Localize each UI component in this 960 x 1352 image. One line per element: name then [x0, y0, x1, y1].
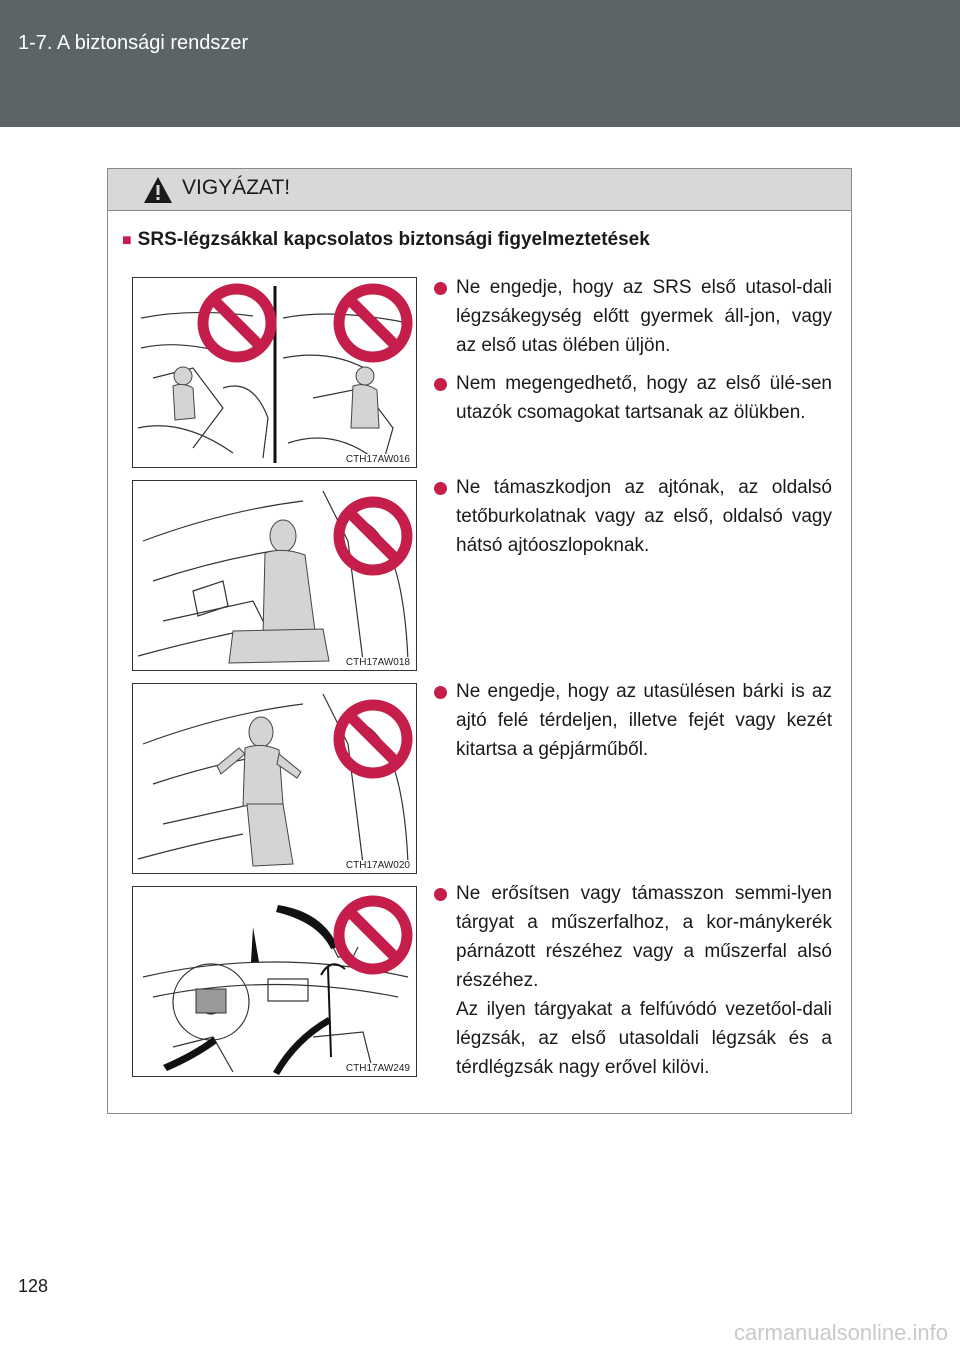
- prohibition-sign-icon: [339, 705, 407, 773]
- dashboard-objects-illustration: [133, 887, 417, 1077]
- page-number: 128: [18, 1276, 49, 1296]
- bullet-list: [434, 879, 832, 1091]
- figure-code: CTH17AW016: [345, 454, 410, 465]
- bullet-list: [434, 473, 832, 569]
- bullet-dot-icon: [434, 378, 447, 391]
- figure-code: CTH17AW249: [345, 1063, 410, 1074]
- prohibition-sign-icon: [339, 502, 407, 570]
- warning-box: [107, 168, 852, 1114]
- figure-child-passenger: [132, 277, 417, 468]
- warning-title: VIGYÁZAT!: [182, 176, 291, 199]
- figure-dashboard-objects: [132, 886, 417, 1077]
- list-item: Ne támaszkodjon az ajtónak, az oldalsó tetőburkolatnak vagy az első, oldalsó vagy hátsó ajtóoszlopoknak.: [434, 473, 832, 560]
- list-item: Ne engedje, hogy az SRS első utasol-dali légzsákegység előtt gyermek áll-jon, vagy az első utas ölében üljön.: [434, 273, 832, 360]
- bullet-dot-icon: [434, 686, 447, 699]
- section-heading: [122, 229, 650, 251]
- kneeling-toward-door-illustration: [133, 684, 417, 874]
- leaning-on-door-illustration: [133, 481, 417, 671]
- bullet-dot-icon: [434, 888, 447, 901]
- list-item: Ne engedje, hogy az utasülésen bárki is az ajtó felé térdeljen, illetve fejét vagy kezét kitartsa a gépjárműből.: [434, 677, 832, 764]
- list-item: Nem megengedhető, hogy az első ülé-sen utazók csomagokat tartsanak az ölükben.: [434, 369, 832, 427]
- prohibition-sign-icon: [339, 289, 407, 357]
- bullet-list: [434, 677, 832, 773]
- prohibition-sign-icon: [203, 289, 271, 357]
- bullet-dot-icon: [434, 482, 447, 495]
- prohibition-sign-icon: [339, 901, 407, 969]
- page-header: [0, 0, 960, 127]
- chapter-title: 1-7. A biztonsági rendszer: [18, 32, 249, 54]
- list-item: Ne erősítsen vagy támasszon semmi-lyen tárgyat a műszerfalhoz, a kor-mánykerék párnázott részéhez vagy a műszerfal alsó részéhez. Az ilyen tárgyakat a felfúvódó vezetőol-dali légzsák, az első utasoldali légzsák és a térdlégzsák nagy erővel kilövi.: [434, 879, 832, 1082]
- child-in-front-seat-illustration: [133, 278, 417, 468]
- figure-leaning-door: [132, 480, 417, 671]
- section-heading-text: SRS-légzsákkal kapcsolatos biztonsági figyelmeztetések: [137, 229, 650, 250]
- figure-code: CTH17AW018: [345, 657, 410, 668]
- watermark: carmanualsonline.info: [733, 1320, 948, 1345]
- bullet-dot-icon: [434, 282, 447, 295]
- figure-code: CTH17AW020: [345, 860, 410, 871]
- figure-kneeling-passenger: [132, 683, 417, 874]
- square-bullet-icon: ■: [122, 232, 132, 249]
- warning-triangle-icon: [142, 175, 174, 205]
- bullet-list: [434, 273, 832, 436]
- warning-header: [108, 169, 851, 211]
